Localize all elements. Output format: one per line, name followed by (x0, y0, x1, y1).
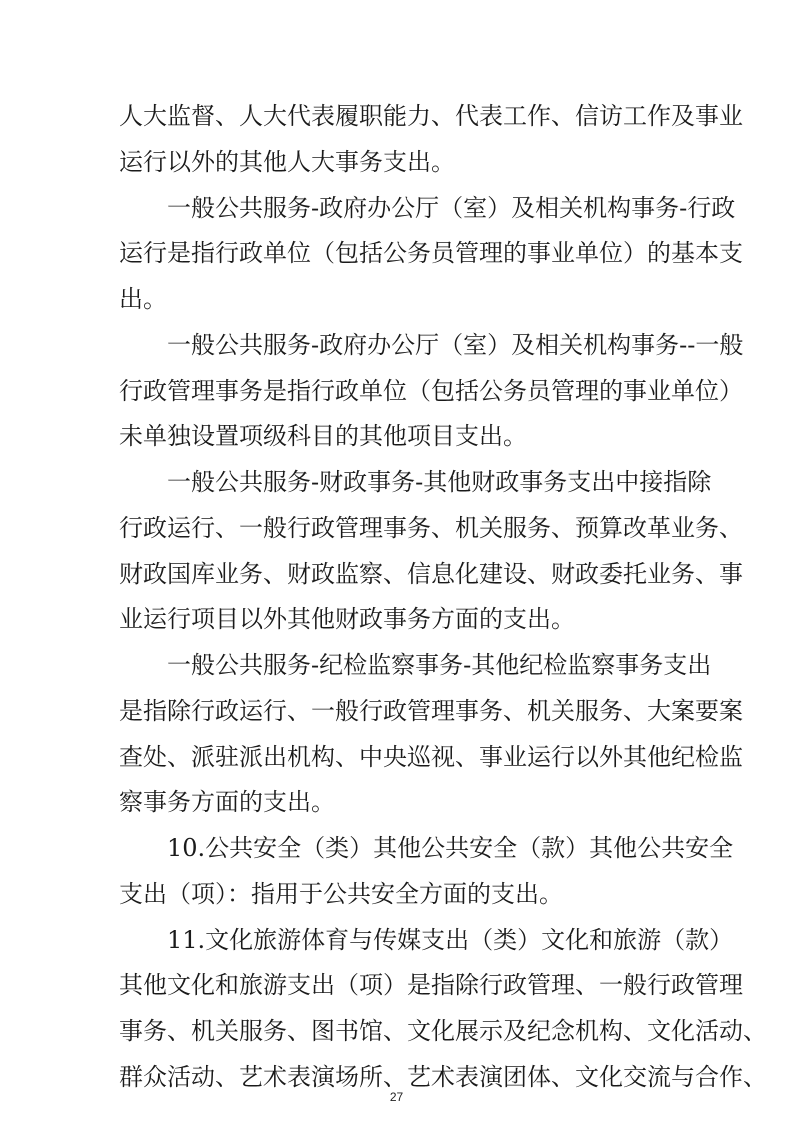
text-line-2: 运行以外的其他人大事务支出。 (119, 148, 455, 176)
text-line-17: 10.公共安全（类）其他公共安全（款）其他公共安全 (167, 834, 734, 862)
text-line-10: 行政运行、一般行政管理事务、机关服务、预算改革业务、 (119, 514, 743, 542)
text-line-6: 一般公共服务-政府办公厅（室）及相关机构事务--一般 (167, 331, 744, 359)
text-line-21: 事务、机关服务、图书馆、文化展示及纪念机构、文化活动、 (119, 1017, 767, 1045)
text-line-1: 人大监督、人大代表履职能力、代表工作、信访工作及事业 (119, 102, 743, 130)
text-line-13: 一般公共服务-纪检监察事务-其他纪检监察事务支出 (167, 651, 712, 679)
text-line-20: 其他文化和旅游支出（项）是指除行政管理、一般行政管理 (119, 971, 743, 999)
text-line-4: 运行是指行政单位（包括公务员管理的事业单位）的基本支 (119, 239, 743, 267)
text-line-9: 一般公共服务-财政事务-其他财政事务支出中接指除 (167, 468, 712, 496)
text-line-7: 行政管理事务是指行政单位（包括公务员管理的事业单位） (119, 377, 743, 405)
text-line-14: 是指除行政运行、一般行政管理事务、机关服务、大案要案 (119, 697, 743, 725)
text-line-15: 查处、派驻派出机构、中央巡视、事业运行以外其他纪检监 (119, 743, 743, 771)
text-line-3: 一般公共服务-政府办公厅（室）及相关机构事务-行政 (167, 194, 736, 222)
text-line-18: 支出（项）：指用于公共安全方面的支出。 (119, 880, 563, 908)
text-line-22: 群众活动、艺术表演场所、艺术表演团体、文化交流与合作、 (119, 1063, 767, 1091)
text-line-5: 出。 (119, 285, 167, 313)
text-line-12: 业运行项目以外其他财政事务方面的支出。 (119, 605, 575, 633)
text-line-16: 察事务方面的支出。 (119, 788, 335, 816)
text-line-8: 未单独设置项级科目的其他项目支出。 (119, 422, 527, 450)
page-number: 27 (389, 1090, 404, 1104)
text-line-11: 财政国库业务、财政监察、信息化建设、财政委托业务、事 (119, 560, 743, 588)
text-line-19: 11.文化旅游体育与传媒支出（类）文化和旅游（款） (167, 926, 734, 954)
